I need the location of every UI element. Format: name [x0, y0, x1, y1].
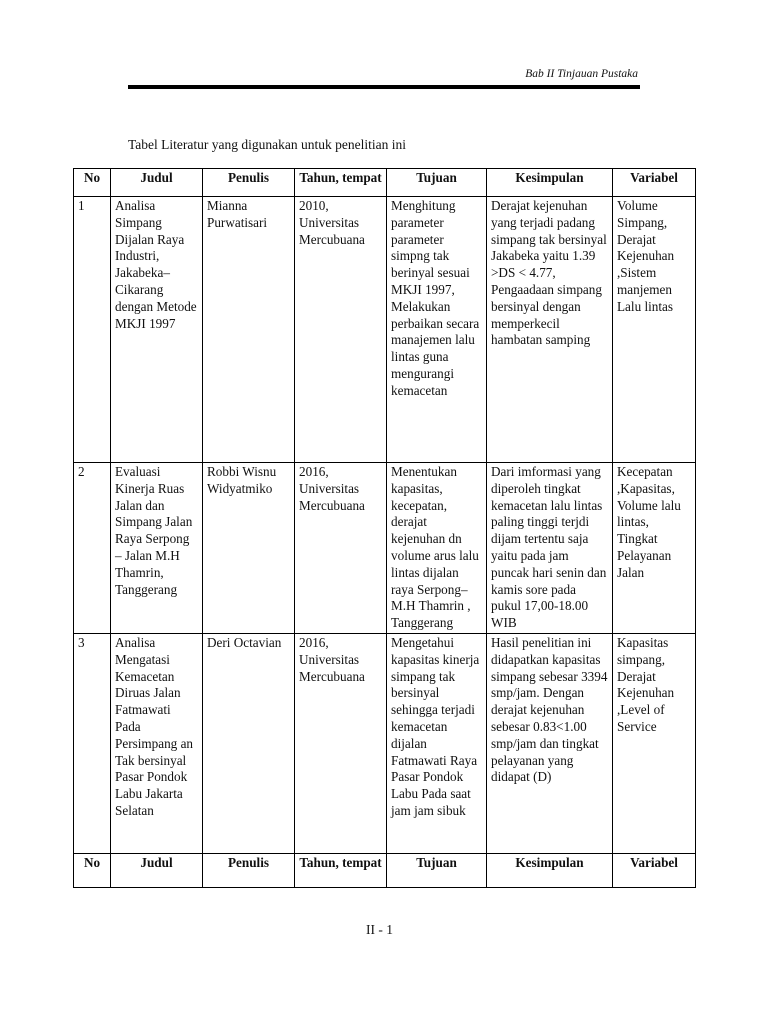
- cell-penulis: Robbi Wisnu Widyatmiko: [203, 463, 295, 634]
- column-header-penulis: Penulis: [203, 853, 295, 887]
- column-header-judul: Judul: [111, 853, 203, 887]
- cell-no: 3: [74, 633, 111, 853]
- cell-tujuan: Mengetahui kapasitas kinerja simpang tak bersinyal sehingga terjadi kemacetan dijalan Fatmawati Raya Pasar Pondok Labu Pada saat jam jam sibuk: [387, 633, 487, 853]
- column-header-tujuan: Tujuan: [387, 853, 487, 887]
- table-row: [74, 197, 696, 463]
- column-header-tujuan: Tujuan: [387, 169, 487, 197]
- cell-judul: Evaluasi Kinerja Ruas Jalan dan Simpang Jalan Raya Serpong – Jalan M.H Thamrin, Tanggerang: [111, 463, 203, 634]
- page-number: II - 1: [366, 922, 393, 937]
- cell-kesimpulan: Dari imformasi yang diperoleh tingkat kemacetan lalu lintas paling tinggi terjdi dijam tertentu saja yaitu pada jam puncak hari senin dan kamis sore pada pukul 17,00-18.00 WIB: [487, 463, 613, 634]
- column-header-variabel: Variabel: [613, 853, 696, 887]
- table-caption: Tabel Literatur yang digunakan untuk penelitian ini: [128, 137, 406, 152]
- column-header-no: No: [74, 853, 111, 887]
- column-header-no: No: [74, 169, 111, 197]
- cell-penulis: Mianna Purwatisari: [203, 197, 295, 463]
- cell-variabel: Kapasitas simpang, Derajat Kejenuhan ,Level of Service: [613, 633, 696, 853]
- running-header: Bab II Tinjauan Pustaka: [525, 68, 638, 80]
- cell-judul: Analisa Mengatasi Kemacetan Diruas Jalan Fatmawati Pada Persimpang an Tak bersinyal Pasar Pondok Labu Jakarta Selatan: [111, 633, 203, 853]
- column-header-judul: Judul: [111, 169, 203, 197]
- cell-tahun: 2016, Universitas Mercubuana: [295, 463, 387, 634]
- repeated-header-row: [74, 853, 696, 887]
- column-header-tahun: Tahun, tempat: [295, 853, 387, 887]
- cell-tahun: 2016, Universitas Mercubuana: [295, 633, 387, 853]
- cell-judul: Analisa Simpang Dijalan Raya Industri, Jakabeka– Cikarang dengan Metode MKJI 1997: [111, 197, 203, 463]
- cell-kesimpulan: Hasil penelitian ini didapatkan kapasitas simpang sebesar 3394 smp/jam. Dengan derajat kejenuhan sebesar 0.83<1.00 smp/jam dan tingkat pelayanan yang didapat (D): [487, 633, 613, 853]
- header-rule: [128, 85, 640, 89]
- cell-kesimpulan: Derajat kejenuhan yang terjadi padang simpang tak bersinyal Jakabeka yaitu 1.39 >DS < 4.77, Pengaadaan simpang bersinyal dengan memperkecil hambatan samping: [487, 197, 613, 463]
- column-header-penulis: Penulis: [203, 169, 295, 197]
- column-header-tahun: Tahun, tempat: [295, 169, 387, 197]
- column-header-variabel: Variabel: [613, 169, 696, 197]
- cell-tujuan: Menentukan kapasitas, kecepatan, derajat kejenuhan dn volume arus lalu lintas dijalan raya Serpong– M.H Thamrin , Tanggerang: [387, 463, 487, 634]
- literature-table: [73, 168, 696, 888]
- cell-no: 1: [74, 197, 111, 463]
- cell-penulis: Deri Octavian: [203, 633, 295, 853]
- column-header-kesimpulan: Kesimpulan: [487, 853, 613, 887]
- cell-variabel: Kecepatan ,Kapasitas, Volume lalu lintas, Tingkat Pelayanan Jalan: [613, 463, 696, 634]
- cell-tahun: 2010, Universitas Mercubuana: [295, 197, 387, 463]
- cell-variabel: Volume Simpang, Derajat Kejenuhan ,Sistem manjemen Lalu lintas: [613, 197, 696, 463]
- cell-tujuan: Menghitung parameter parameter simpng tak berinyal sesuai MKJI 1997, Melakukan perbaikan secara manajemen lalu lintas guna mengurangi kemacetan: [387, 197, 487, 463]
- column-header-kesimpulan: Kesimpulan: [487, 169, 613, 197]
- table-row: [74, 633, 696, 853]
- table-row: [74, 463, 696, 634]
- cell-no: 2: [74, 463, 111, 634]
